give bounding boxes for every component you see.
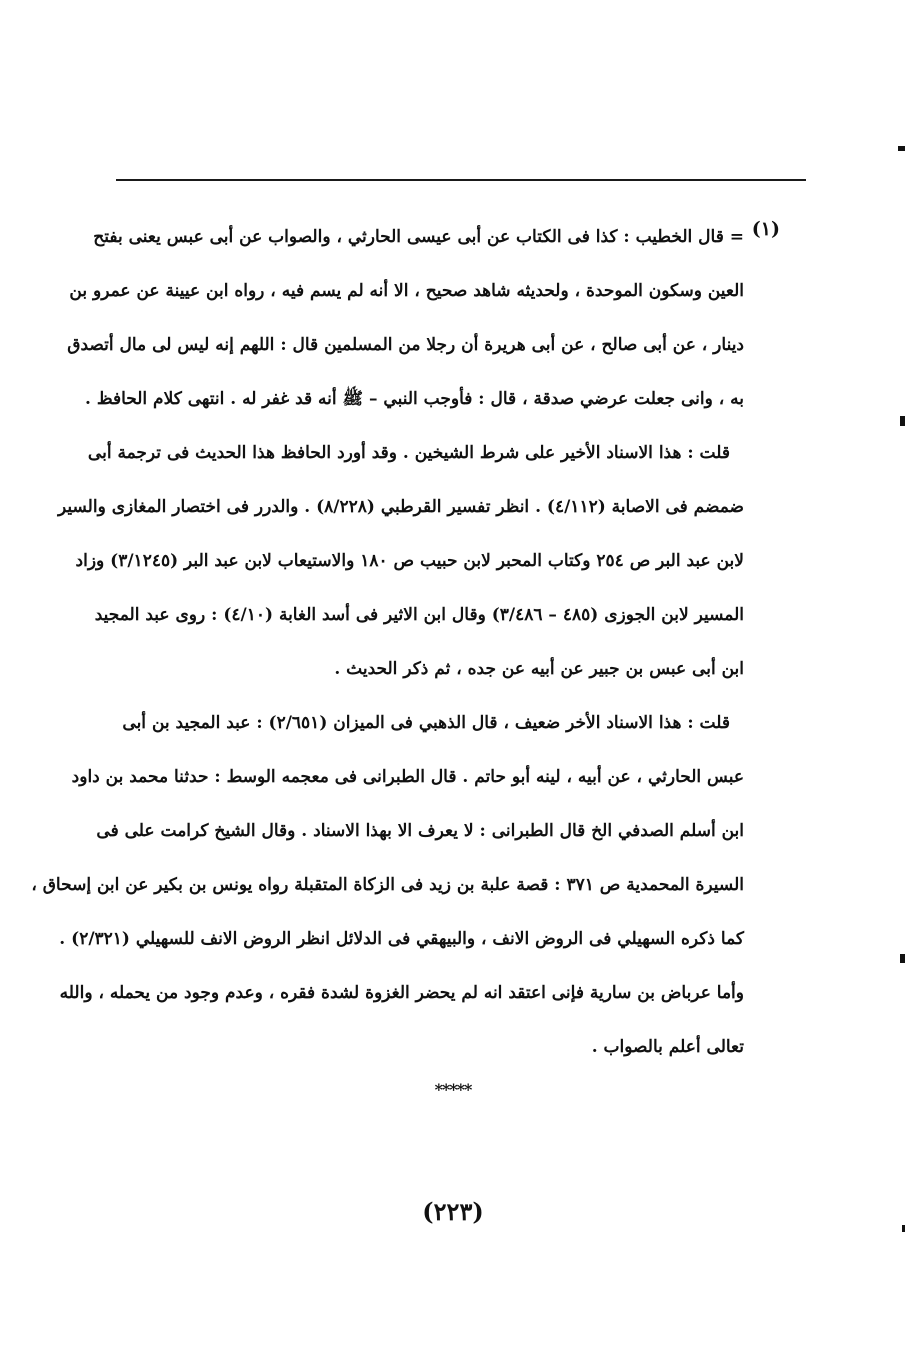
footnote-text (31, 210, 744, 1074)
footnote-number: (١) (751, 218, 780, 240)
footnote-line: لابن عبد البر ص ٢٥٤ وكتاب المحبر لابن حبيب ص ١٨٠ والاستيعاب لابن عبد البر (٣/١٢٤٥) وزاد (75, 551, 744, 571)
footnote-line: المسير لابن الجوزى (٤٨٥ – ٣/٤٨٦) وقال ابن الاثير فى أسد الغابة (٤/١٠) : روى عبد المجيد (94, 605, 744, 625)
footnote-line: ضمضم فى الاصابة (٤/١١٢) . انظر تفسير القرطبي (٨/٢٢٨) . والدرر فى اختصار المغازى والسير (57, 497, 744, 517)
scan-edge-mark (900, 416, 905, 426)
footnote-line: كما ذكره السهيلي فى الروض الانف ، والبيهقي فى الدلائل انظر الروض الانف للسهيلي (٢/٣٢١) . (59, 929, 744, 949)
footnote-line: ابن أسلم الصدفي الخ قال الطبرانى : لا يعرف الا بهذا الاسناد . وقال الشيخ كرامت على فى (96, 821, 744, 841)
footnote-line: قلت : هذا الاسناد الأخير على شرط الشيخين . وقد أورد الحافظ هذا الحديث فى ترجمة أبى (87, 443, 730, 463)
footnote-line: تعالى أعلم بالصواب . (591, 1037, 744, 1057)
footnote-line: قلت : هذا الاسناد الأخر ضعيف ، قال الذهبي فى الميزان (٢/٦٥١) : عبد المجيد بن أبى (122, 713, 730, 733)
footnote-line: السيرة المحمدية ص ٣٧١ : قصة علبة بن زيد فى الزكاة المتقبلة رواه يونس بن بكير عن ابن إسحاق ، (31, 875, 744, 895)
footnote-line: = قال الخطيب : كذا فى الكتاب عن أبى عيسى الحارثي ، والصواب عن أبى عبس يعنى بفتح (93, 227, 744, 247)
footnote-separator-rule (116, 179, 806, 181)
footnote-line: عبس الحارثي ، عن أبيه ، لينه أبو حاتم . قال الطبرانى فى معجمه الوسط : حدثنا محمد بن داود (71, 767, 744, 787)
footnote-line: العين وسكون الموحدة ، ولحديثه شاهد صحيح ، الا أنه لم يسم فيه ، رواه ابن عيينة عن عمرو بن (69, 281, 744, 301)
scan-edge-mark (898, 146, 905, 151)
footnote-line: وأما عرباض بن سارية فإنى اعتقد انه لم يحضر الغزوة لشدة فقره ، وعدم وجود من يحمله ، والله (59, 983, 744, 1003)
scan-edge-mark (900, 954, 905, 963)
footnote-line: ابن أبى عبس بن جبير عن أبيه عن جده ، ثم ذكر الحديث . (334, 659, 744, 679)
section-separator-asterisks: ***** (434, 1080, 472, 1099)
footnote-line: به ، وانى جعلت عرضي صدقة ، قال : فأوجب النبي – ﷺ أنه قد غفر له . انتهى كلام الحافظ . (84, 389, 744, 409)
page-number: (٢٢٣) (422, 1197, 484, 1226)
footnote-line: دينار ، عن أبى صالح ، عن أبى هريرة أن رجلا من المسلمين قال : اللهم إنه ليس لى مال أتصدق (67, 335, 744, 355)
scan-edge-mark (902, 1225, 905, 1232)
